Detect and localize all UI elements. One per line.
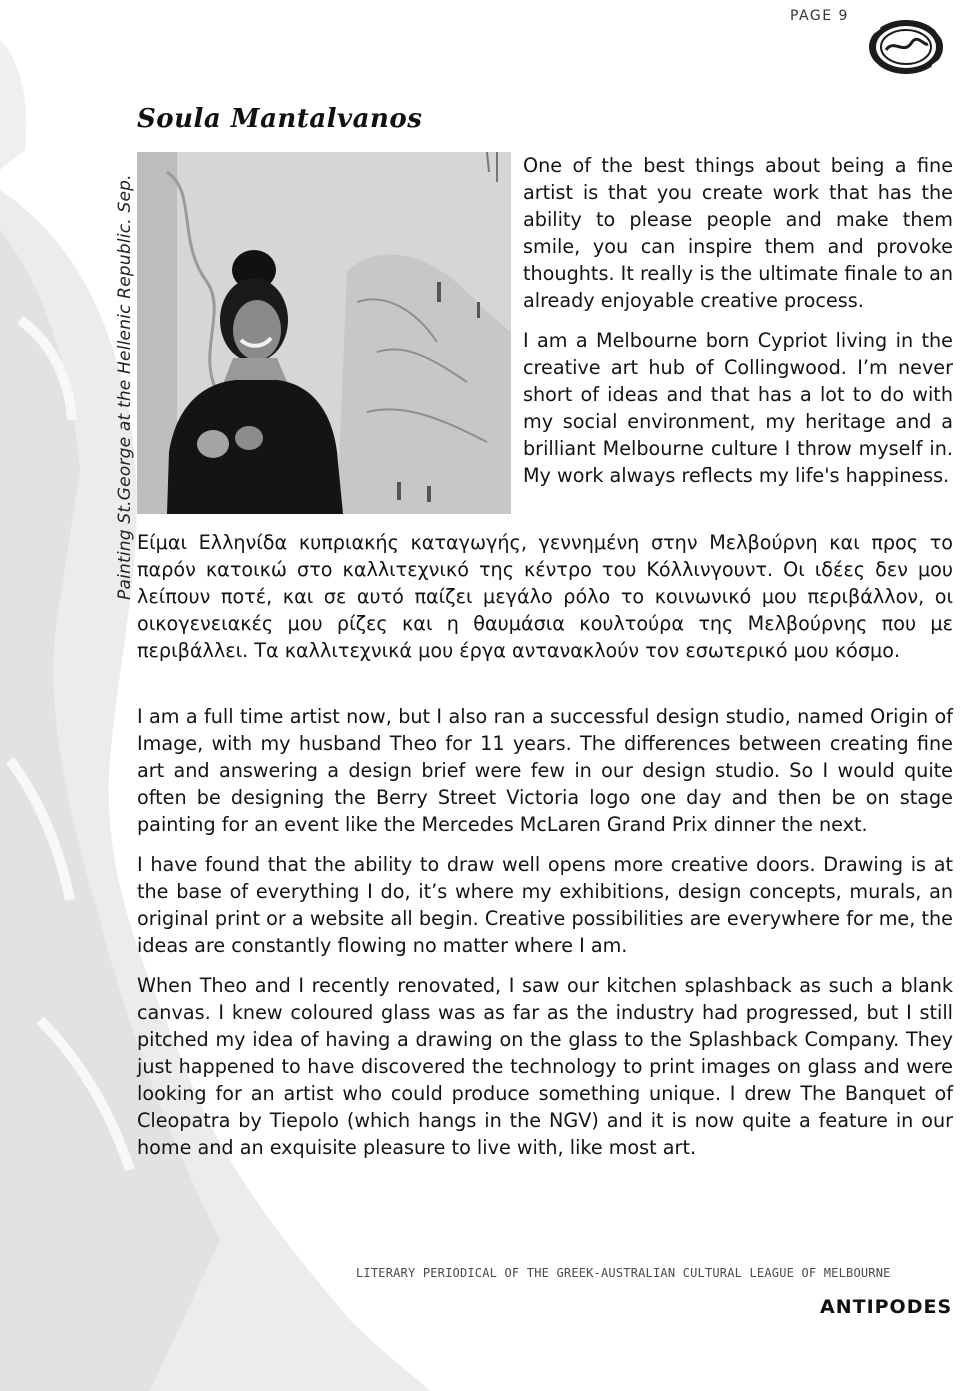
intro-paragraph: I am a Melbourne born Cypriot living in the creative art hub of Collingwood. I’m never short of ideas and that has a lot to do with my social environment, my heritage and a brilliant Melbourne culture I throw myself in. My work always reflects my life's happiness. xyxy=(523,329,953,487)
artist-photo xyxy=(137,152,511,514)
intro-column xyxy=(523,152,953,502)
photo-caption: Painting St.George at the Hellenic Republic. Sep. xyxy=(115,174,135,600)
intro-paragraph: One of the best things about being a fine artist is that you create work that has the ability to please people and make them smile, you can inspire them and provoke thoughts. It really is the ultimate finale to an already enjoyable creative process. xyxy=(523,154,953,312)
footer-brand: ANTIPODES xyxy=(820,1296,953,1318)
greek-column xyxy=(137,529,953,677)
league-seal-logo xyxy=(866,16,946,78)
article-title: Soula Mantalvanos xyxy=(137,104,423,134)
body-paragraph: I have found that the ability to draw well opens more creative doors. Drawing is at the base of everything I do, it’s where my exhibitions, design concepts, murals, an original print or a website all begin. Creative possibilities are everywhere for me, the ideas are constantly flowing no matter where I am. xyxy=(137,853,953,957)
body-paragraph: I am a full time artist now, but I also ran a successful design studio, named Origin of Image, with my husband Theo for 11 years. The differences between creating fine art and answering a design brief were few in our design studio. So I would quite often be designing the Berry Street Victoria logo one day and then be on stage painting for an event like the Mercedes McLaren Grand Prix dinner the next. xyxy=(137,705,953,836)
page-number: PAGE 9 xyxy=(790,8,849,24)
greek-paragraph: Είμαι Ελληνίδα κυπριακής καταγωγής, γεννημένη στην Μελβούρνη και προς το παρόν κατοικώ στο καλλιτεχνικό της κέντρο του Κόλλινγουντ. Οι ιδέες δεν μου λείπουν ποτέ, και σε αυτό παίζει μεγάλο ρόλο το κοινωνικό μου περιβάλλον, οι οικογενειακές μου ρίζες και η θαυμάσια κουλτούρα της Μελβούρνης που με περιβάλλει. Τα καλλιτεχνικά μου έργα αντανακλούν τον εσωτερικό μου κόσμο. xyxy=(137,531,953,662)
body-column xyxy=(137,703,953,1174)
footer-tagline: LITERARY PERIODICAL OF THE GREEK-AUSTRALIAN CULTURAL LEAGUE OF MELBOURNE xyxy=(356,1266,891,1280)
body-paragraph: When Theo and I recently renovated, I saw our kitchen splashback as such a blank canvas. I knew coloured glass was as far as the industry had progressed, but I still pitched my idea of having a drawing on the glass to the Splashback Company. They just happened to have discovered the technology to print images on glass and were looking for an artist who could produce something unique. I drew The Banquet of Cleopatra by Tiepolo (which hangs in the NGV) and it is now quite a feature in our home and an exquisite pleasure to live with, like most art. xyxy=(137,974,953,1159)
